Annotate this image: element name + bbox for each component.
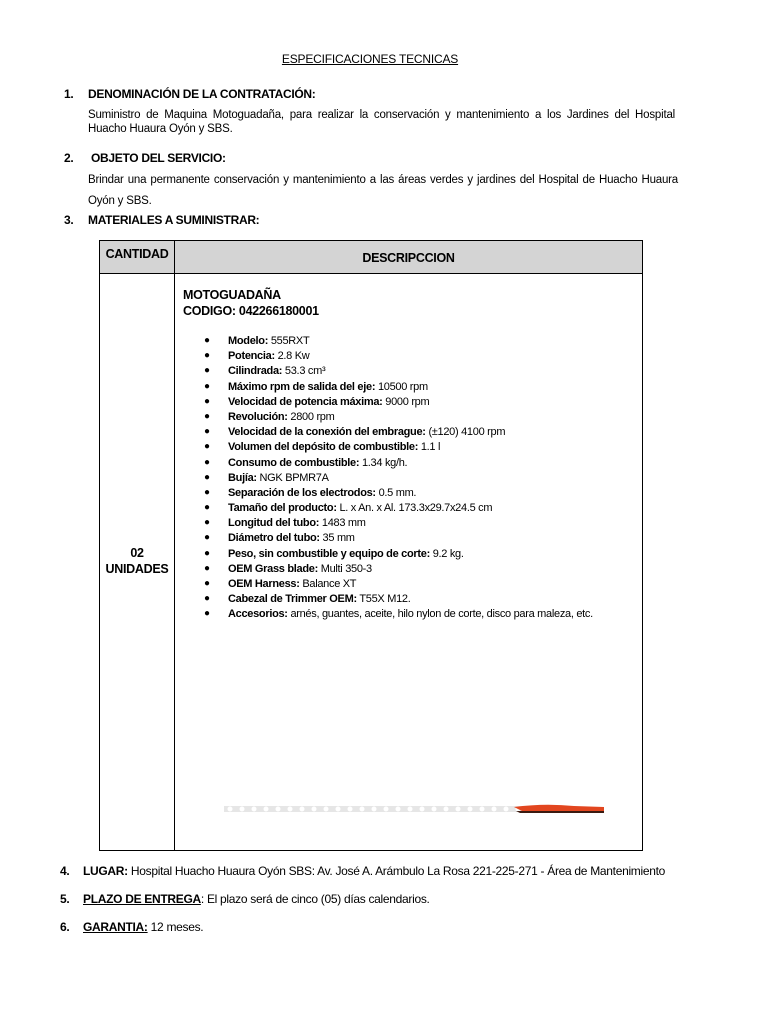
bullet-icon: ● <box>204 502 210 514</box>
spec-label: Consumo de combustible: <box>228 456 360 469</box>
lugar-text: Hospital Huacho Huaura Oyón SBS: Av. José A. Arámbulo La Rosa 221-225-271 - Área de Mantenimiento <box>130 864 666 878</box>
spec-value: L. x An. x Al. 173.3x29.7x24.5 cm <box>339 502 493 515</box>
spec-item <box>204 608 593 623</box>
garantia-text: 12 meses. <box>147 920 204 934</box>
plazo-label: PLAZO DE ENTREGA <box>83 892 201 906</box>
bullet-icon: ● <box>204 410 210 422</box>
spec-value: 1483 mm <box>321 517 366 530</box>
section-1-text: Suministro de Maquina Motoguadaña, para realizar la conservación y mantenimiento a los Jardines del Hospital Huacho Huaura Oyón y SBS. <box>88 109 675 135</box>
spec-label: Peso, sin combustible y equipo de corte: <box>228 547 430 560</box>
bullet-icon: ● <box>204 578 210 589</box>
garantia-label: GARANTIA: <box>83 920 148 934</box>
spec-label: Máximo rpm de salida del eje: <box>228 380 376 393</box>
section-6-garantia <box>60 920 203 934</box>
spec-value: 555RXT <box>270 335 310 347</box>
spec-value: 1.34 kg/h. <box>361 456 408 469</box>
spec-value: 2800 rpm <box>290 410 335 423</box>
spec-label: Volumen del depósito de combustible: <box>228 441 419 454</box>
section-2-heading <box>64 151 226 165</box>
spec-value: 10500 rpm <box>377 380 428 393</box>
bullet-icon: ● <box>204 532 210 544</box>
bullet-icon: ● <box>204 547 210 559</box>
bullet-icon: ● <box>204 517 210 529</box>
spec-value: NGK BPMR7A <box>259 471 329 484</box>
section-4-lugar <box>60 864 665 878</box>
spec-label: Cabezal de Trimmer OEM: <box>228 593 357 606</box>
document-title: ESPECIFICACIONES TECNICAS <box>281 52 459 66</box>
spec-item <box>204 411 593 426</box>
section-1-title: DENOMINACIÓN DE LA CONTRATACIÓN: <box>88 87 316 101</box>
spec-value: 2.8 Kw <box>277 350 310 363</box>
spec-item <box>204 548 593 563</box>
bullet-icon: ● <box>204 471 210 483</box>
quantity-unit: UNIDADES <box>105 562 169 576</box>
bullet-icon: ● <box>204 395 210 407</box>
bullet-icon: ● <box>204 350 210 362</box>
spec-label: OEM Grass blade: <box>228 562 318 575</box>
spec-label: Separación de los electrodos: <box>228 486 376 499</box>
spec-item <box>204 396 593 411</box>
spec-value: arnés, guantes, aceite, hilo nylon de corte, disco para maleza, etc. <box>290 608 593 621</box>
spec-value: 9000 rpm <box>385 395 430 408</box>
spec-label: Velocidad de la conexión del embrague: <box>228 426 426 439</box>
spec-label: Diámetro del tubo: <box>228 532 320 545</box>
bullet-icon: ● <box>204 456 210 468</box>
column-header-description: DESCRIPCCION <box>362 251 455 265</box>
spec-item <box>204 426 593 441</box>
spec-label: Cilindrada: <box>228 365 283 378</box>
section-2-text: Brindar una permanente conservación y mantenimiento a las áreas verdes y jardines del Hospital de Huacho Huaura Oyón y SBS. <box>88 174 678 207</box>
bullet-icon: ● <box>204 441 210 453</box>
column-divider <box>174 273 175 850</box>
section-3-title: MATERIALES A SUMINISTRAR: <box>88 213 260 227</box>
spec-item <box>204 335 593 350</box>
spec-label: Revolución: <box>228 410 288 423</box>
section-1-number: 1. <box>64 87 74 101</box>
spec-item <box>204 517 593 532</box>
bullet-icon: ● <box>204 562 210 574</box>
spec-item <box>204 441 593 456</box>
plazo-text: : El plazo será de cinco (05) días calendarios. <box>200 892 430 906</box>
product-code: CODIGO: 042266180001 <box>183 304 319 318</box>
spec-label: Modelo: <box>228 335 269 347</box>
quantity-cell <box>100 545 174 577</box>
spec-value: T55X M12. <box>359 593 411 606</box>
spec-value: 9.2 kg. <box>432 547 464 560</box>
bullet-icon: ● <box>204 335 210 346</box>
bullet-icon: ● <box>204 486 210 498</box>
quantity-number: 02 <box>130 546 144 560</box>
spec-value: 0.5 mm. <box>378 486 417 499</box>
spec-item <box>204 472 593 487</box>
spec-item <box>204 365 593 380</box>
spec-label: Bujía: <box>228 471 257 484</box>
lugar-label: LUGAR: <box>83 864 128 878</box>
spec-item <box>204 350 593 365</box>
spec-item <box>204 563 593 578</box>
table-header <box>100 241 642 274</box>
spec-list <box>204 335 593 624</box>
bullet-icon: ● <box>204 608 210 620</box>
spec-value: Balance XT <box>302 578 357 590</box>
bullet-icon: ● <box>204 380 210 392</box>
spec-label: Potencia: <box>228 350 275 363</box>
spec-value: (±120) 4100 rpm <box>428 426 506 439</box>
spec-item <box>204 502 593 517</box>
spec-label: Longitud del tubo: <box>228 517 320 530</box>
spec-item <box>204 532 593 547</box>
spec-label: OEM Harness: <box>228 578 300 590</box>
spec-value: 53.3 cm³ <box>284 365 326 378</box>
spec-value: Multi 350-3 <box>320 562 372 575</box>
spec-item <box>204 593 593 608</box>
spec-item <box>204 381 593 396</box>
product-name: MOTOGUADAÑA <box>183 288 281 302</box>
section-3-heading <box>64 213 259 227</box>
spec-item <box>204 487 593 502</box>
section-2-title: OBJETO DEL SERVICIO: <box>91 151 226 165</box>
section-5-plazo <box>60 892 430 906</box>
materials-table <box>99 240 643 851</box>
section-3-number: 3. <box>64 213 74 227</box>
section-6-number: 6. <box>60 920 70 934</box>
machine-image <box>224 804 604 814</box>
bullet-icon: ● <box>204 365 210 377</box>
spec-item <box>204 578 593 593</box>
bullet-icon: ● <box>204 593 210 605</box>
spec-item <box>204 457 593 472</box>
spec-label: Accesorios: <box>228 608 288 621</box>
section-5-number: 5. <box>60 892 70 906</box>
spec-label: Velocidad de potencia máxima: <box>228 395 383 408</box>
spec-value: 35 mm <box>322 532 355 545</box>
section-4-number: 4. <box>60 864 70 878</box>
spec-value: 1.1 l <box>420 441 441 454</box>
column-header-quantity: CANTIDAD <box>100 241 175 273</box>
bullet-icon: ● <box>204 426 210 438</box>
spec-label: Tamaño del producto: <box>228 502 337 515</box>
section-2-number: 2. <box>64 151 74 165</box>
section-1-heading <box>64 87 316 101</box>
